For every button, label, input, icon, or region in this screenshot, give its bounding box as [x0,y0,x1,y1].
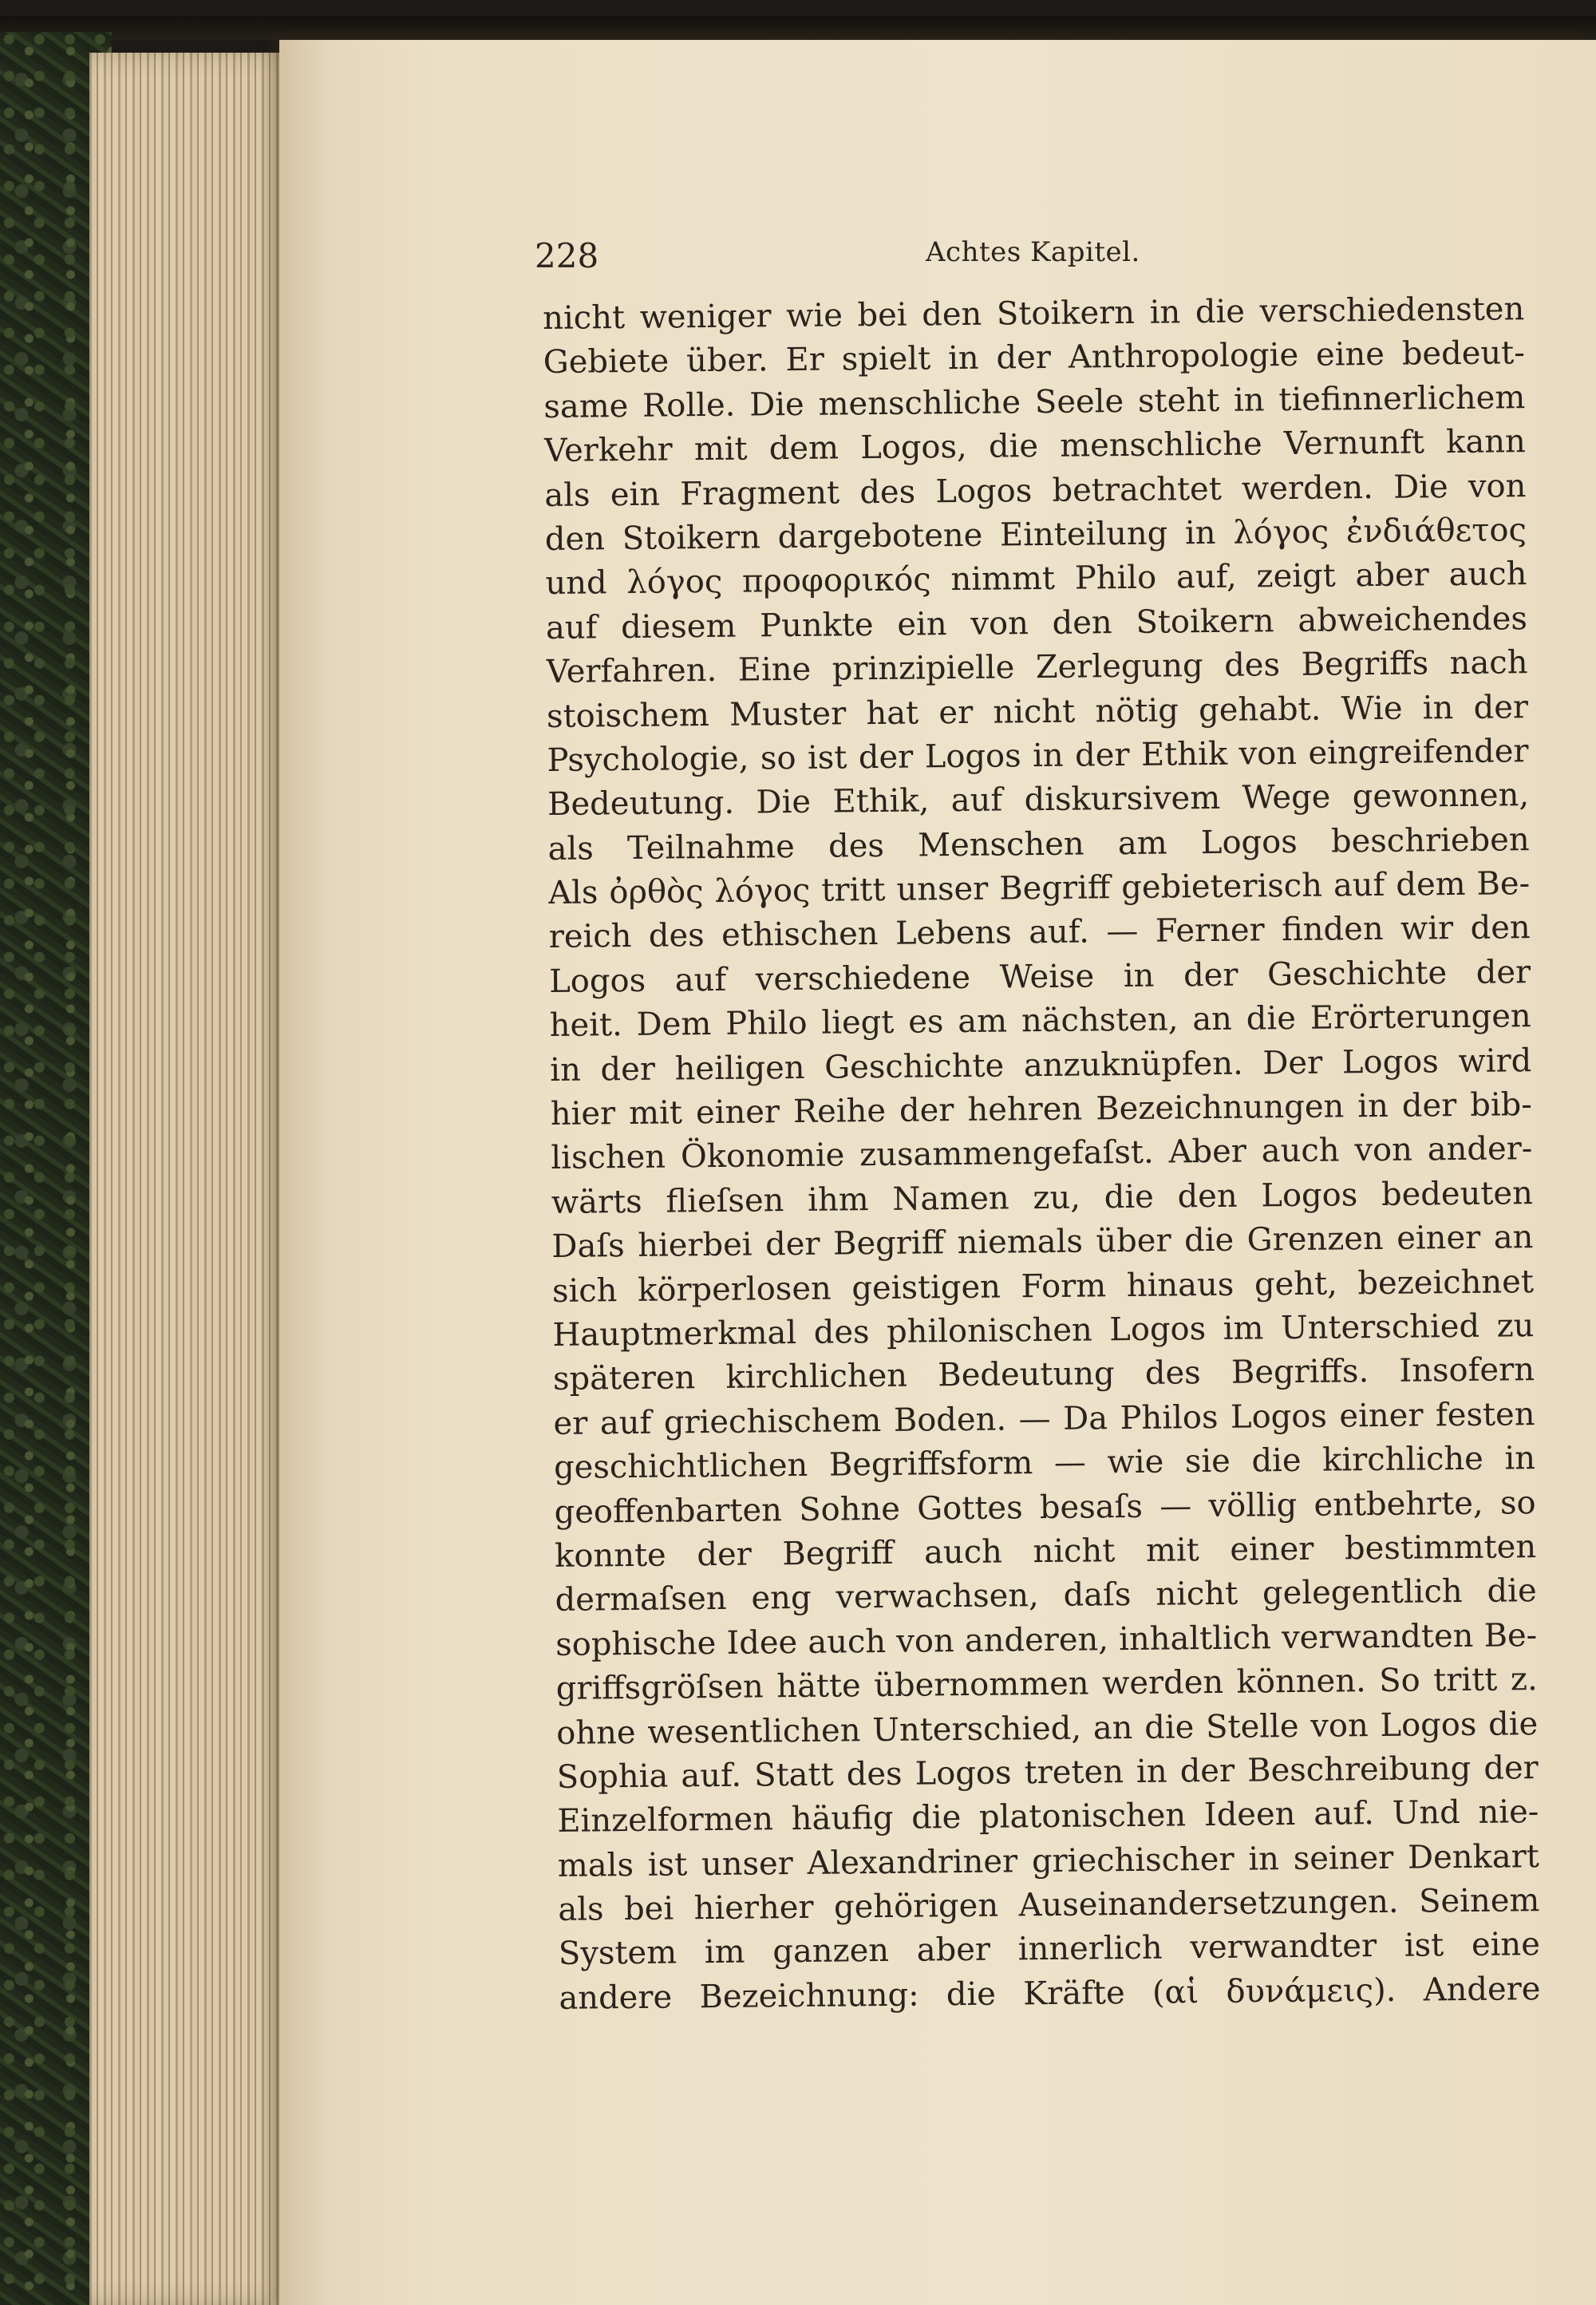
text-line: den Stoikern dargebotene Einteilung in λόγος ἐνδιάθετος [544,512,1527,558]
text-line: Logos auf verschiedene Weise in der Geschichte der [549,954,1531,1000]
text-line: Daſs hierbei der Begriff niemals über die Grenzen einer an [551,1219,1534,1266]
text-line: späteren kirchlichen Bedeutung des Begriffs. Insofern [552,1351,1535,1398]
text-line: geoffenbarten Sohne Gottes besaſs — völlig entbehrte, so [554,1484,1536,1531]
body-text [543,287,1541,2021]
text-line: ohne wesentlichen Unterschied, an die Stelle von Logos die [556,1705,1539,1752]
text-line: er auf griechischem Boden. — Da Philos Logos einer festen [553,1395,1535,1442]
running-title: Achtes Kapitel. [926,236,1140,268]
text-line: sophische Idee auch von anderen, inhaltlich verwandten Be- [555,1616,1538,1663]
text-line: System im ganzen aber innerlich verwandter ist eine [558,1926,1541,1973]
text-line: Bedeutung. Die Ethik, auf diskursivem Wege gewonnen, [547,777,1530,824]
text-line: Gebiete über. Er spielt in der Anthropologie eine bedeut- [543,334,1525,382]
text-line: sich körperlosen geistigen Form hinaus geht, bezeichnet [551,1263,1535,1310]
text-line: mals ist unser Alexandriner griechischer in seiner Denkart [557,1837,1540,1884]
text-line: Als ὀρθὸς λόγος tritt unser Begriff gebieterisch auf dem Be- [547,865,1531,912]
text-line: als bei hierher gehörigen Auseinandersetzungen. Seinem [558,1882,1540,1928]
page-stack-edges [89,53,297,2305]
text-line: Sophia auf. Statt des Logos treten in der Beschreibung der [556,1749,1539,1796]
page-number: 228 [535,236,599,275]
text-line: reich des ethischen Lebens auf. — Ferner finden wir den [548,909,1531,956]
text-line: Einzelformen häufig die platonischen Ideen auf. Und nie- [557,1793,1539,1840]
text-line: Verfahren. Eine prinzipielle Zerlegung des Begriffs nach [546,644,1528,691]
text-line: hier mit einer Reihe der hehren Bezeichnungen in der bib- [550,1086,1532,1133]
text-line: nicht weniger wie bei den Stoikern in die verschiedensten [543,291,1525,337]
text-line: wärts flieſsen ihm Namen zu, die den Logos bedeuten [551,1174,1534,1221]
book-top-edge [0,16,1596,40]
text-line: als ein Fragment des Logos betrachtet werden. Die von [544,467,1527,514]
text-line: auf diesem Punkte ein von den Stoikern abweichendes [545,599,1528,646]
text-line: in der heiligen Geschichte anzuknüpfen. Der Logos wird [550,1042,1532,1089]
text-line: griffsgröſsen hätte übernommen werden können. So tritt z. [555,1661,1538,1708]
text-line: als Teilnahme des Menschen am Logos beschrieben [547,820,1530,868]
text-line: dermaſsen eng verwachsen, daſs nicht gelegentlich die [555,1572,1537,1619]
text-line: geschichtlichen Begriffsform — wie sie die kirchliche in [553,1440,1536,1487]
text-line: Psychologie, so ist der Logos in der Ethik von eingreifender [547,733,1529,779]
text-line: konnte der Begriff auch nicht mit einer bestimmten [554,1528,1537,1575]
text-line: andere Bezeichnung: die Kräfte (αἱ δυνάμεις). Andere [559,1970,1541,2017]
text-line: Hauptmerkmal des philonischen Logos im Unterschied zu [552,1307,1535,1354]
page-header [535,236,1572,284]
text-line: und λόγος προφορικός nimmt Philo auf, zeigt aber auch [545,555,1527,603]
text-line: stoischem Muster hat er nicht nötig gehabt. Wie in der [546,688,1529,735]
text-line: lischen Ökonomie zusammengefaſst. Aber auch von ander- [551,1130,1533,1177]
text-line: heit. Dem Philo liegt es am nächsten, an die Erörterungen [549,998,1531,1045]
text-line: same Rolle. Die menschliche Seele steht in tiefinnerlichem [543,378,1526,425]
text-line: Verkehr mit dem Logos, die menschliche Vernunft kann [543,423,1527,470]
